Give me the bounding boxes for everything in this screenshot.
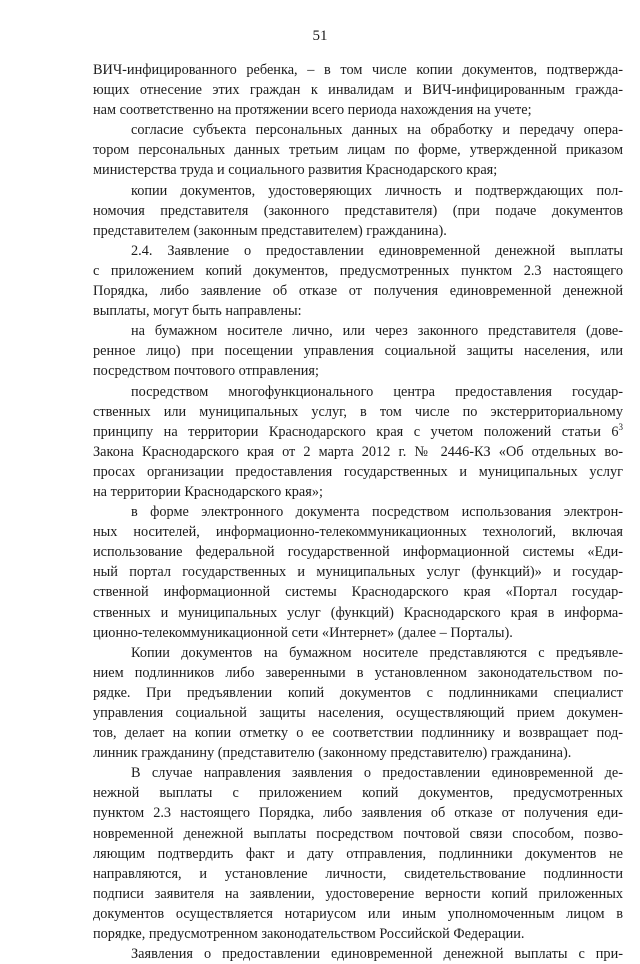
text-line <box>93 402 623 422</box>
text-line <box>93 683 623 703</box>
text-line <box>93 884 623 904</box>
text-line-content: нием подлинников либо заверенными в установленном законодательством по- <box>93 664 623 681</box>
text-line-content: ренное лицо) при посещении управления социальной защиты населения, или <box>93 343 623 360</box>
text-line <box>93 623 623 643</box>
text-line-content: ственных и муниципальных услуг (функций) Краснодарского края в информа- <box>93 604 623 621</box>
text-line <box>93 100 623 120</box>
text-line <box>93 261 623 281</box>
text-line-content: ственной информационной системы Краснодарского края «Портал государ- <box>93 584 623 601</box>
text-line-content: В случае направления заявления о предоставлении единовременной де- <box>131 765 623 782</box>
text-line-content: нежной выплаты с приложением копий документов, предусмотренных <box>93 785 623 802</box>
text-line-content: линник гражданину (представителю (законному представителю) гражданина). <box>93 745 572 762</box>
text-line <box>93 80 623 100</box>
text-line-content: ющих отнесение этих граждан к инвалидам и ВИЧ-инфицированным гражда- <box>93 82 623 99</box>
text-line <box>93 221 623 241</box>
text-line <box>93 442 623 462</box>
text-line <box>93 582 623 602</box>
text-line-content: принципу на территории Краснодарского края с учетом положений статьи 6 <box>93 423 619 440</box>
page-number: 51 <box>312 28 328 44</box>
text-line-content: на бумажном носителе лично, или через законного представителя (дове- <box>131 323 623 340</box>
text-line-content: рядке. При предъявлении копий документов с подлинниками специалист <box>93 684 623 701</box>
text-line-content: пунктом 2.3 настоящего Порядка, либо заявления об отказе от получения еди- <box>93 805 623 822</box>
document-body <box>93 60 623 964</box>
text-line-content: использование федеральной государственной информационной системы «Еди- <box>93 544 623 561</box>
text-line <box>93 201 623 221</box>
text-line-content: номочия представителя (законного представителя) (при подаче документов <box>93 202 623 219</box>
text-line-content: нам соответственно на протяжении всего периода нахождения на учете; <box>93 102 532 119</box>
text-line-content: ционно-телекоммуникационной сети «Интернет» (далее – Порталы). <box>93 624 513 641</box>
text-line-content: Закона Краснодарского края от 2 марта 2012 г. № 2446-КЗ «Об отдельных во- <box>93 443 623 460</box>
text-line <box>93 301 623 321</box>
text-line-content: на территории Краснодарского края»; <box>93 483 323 500</box>
text-line-content: согласие субъекта персональных данных на обработку и передачу опера- <box>131 122 623 139</box>
text-line <box>93 281 623 301</box>
text-line <box>93 844 623 864</box>
text-line-content: управления социальной защиты населения, осуществляющий прием докумен- <box>93 705 623 721</box>
text-line <box>93 824 623 844</box>
text-line <box>93 160 623 180</box>
text-line <box>93 763 623 783</box>
text-line-content: с приложением копий документов, предусмотренных пунктом 2.3 настоящего <box>93 262 623 279</box>
text-line <box>93 944 623 964</box>
text-line <box>93 382 623 402</box>
text-line <box>93 924 623 944</box>
text-line <box>93 783 623 803</box>
text-line-content: ляющим подтвердить факт и дату отправления, подлинники документов не <box>93 845 623 862</box>
text-line-content: просах организации предоставления государственных и муниципальных услуг <box>93 463 623 480</box>
text-line-content: министерства труда и социального развития Краснодарского края; <box>93 162 498 179</box>
text-line <box>93 522 623 542</box>
text-line-content: Копии документов на бумажном носителе представляются с предъявле- <box>131 644 623 661</box>
text-line <box>93 864 623 884</box>
text-line-content: подписи заявителя на заявлении, удостоверение верности копий приложенных <box>93 885 623 902</box>
text-line <box>93 60 623 80</box>
text-line <box>93 803 623 823</box>
text-line <box>93 603 623 623</box>
text-line <box>93 703 623 723</box>
text-line <box>93 422 623 442</box>
text-line-content: Заявления о предоставлении единовременной денежной выплаты с при- <box>131 946 623 963</box>
text-line <box>93 120 623 140</box>
text-line-content: ВИЧ-инфицированного ребенка, – в том числе копии документов, подтвержда- <box>93 62 623 78</box>
text-line-content: тором персональных данных третьим лицам по форме, утвержденной приказом <box>93 142 623 159</box>
text-line-content: посредством почтового отправления; <box>93 363 319 380</box>
text-line <box>93 643 623 663</box>
text-line <box>93 542 623 562</box>
text-line-content: выплаты, могут быть направлены: <box>93 303 302 320</box>
text-line <box>93 140 623 160</box>
text-line-content: посредством многофункционального центра предоставления государ- <box>131 383 623 400</box>
text-line-content: представителем (законным представителем) гражданина). <box>93 222 447 239</box>
text-line <box>93 904 623 924</box>
text-line <box>93 462 623 482</box>
text-line-content: документов осуществляется нотариусом или иным уполномоченным лицом в <box>93 905 623 922</box>
text-line <box>93 663 623 683</box>
text-line <box>93 502 623 522</box>
text-line <box>93 361 623 381</box>
text-line-content: ственных или муниципальных услуг, в том числе по экстерриториальному <box>93 403 623 420</box>
text-line-content: копии документов, удостоверяющих личность и подтверждающих пол- <box>131 182 623 199</box>
text-line <box>93 241 623 261</box>
text-line <box>93 181 623 201</box>
text-line-content: в форме электронного документа посредством использования электрон- <box>131 504 623 521</box>
text-line <box>93 743 623 763</box>
text-line-content: 2.4. Заявление о предоставлении единовременной денежной выплаты <box>131 242 623 259</box>
text-line <box>93 723 623 743</box>
text-line <box>93 562 623 582</box>
text-line <box>93 321 623 341</box>
text-line-content: Порядка, либо заявление об отказе от получения единовременной денежной <box>93 283 623 300</box>
text-line-content: тов, делает на копии отметку о ее соответствии подлиннику и возвращает под- <box>93 725 623 742</box>
text-line-content: направляются, и установление личности, свидетельствование подлинности <box>93 865 623 882</box>
text-line <box>93 482 623 502</box>
text-line-content: ный портал государственных и муниципальных услуг (функций)» и государ- <box>93 564 623 581</box>
text-line-content: ных носителей, информационно-телекоммуникационных технологий, включая <box>93 524 623 541</box>
text-line-content: новременной денежной выплаты посредством почтовой связи способом, позво- <box>93 825 623 842</box>
text-line-content: порядке, предусмотренном законодательством Российской Федерации. <box>93 926 525 943</box>
superscript: 3 <box>618 421 623 432</box>
text-line <box>93 341 623 361</box>
